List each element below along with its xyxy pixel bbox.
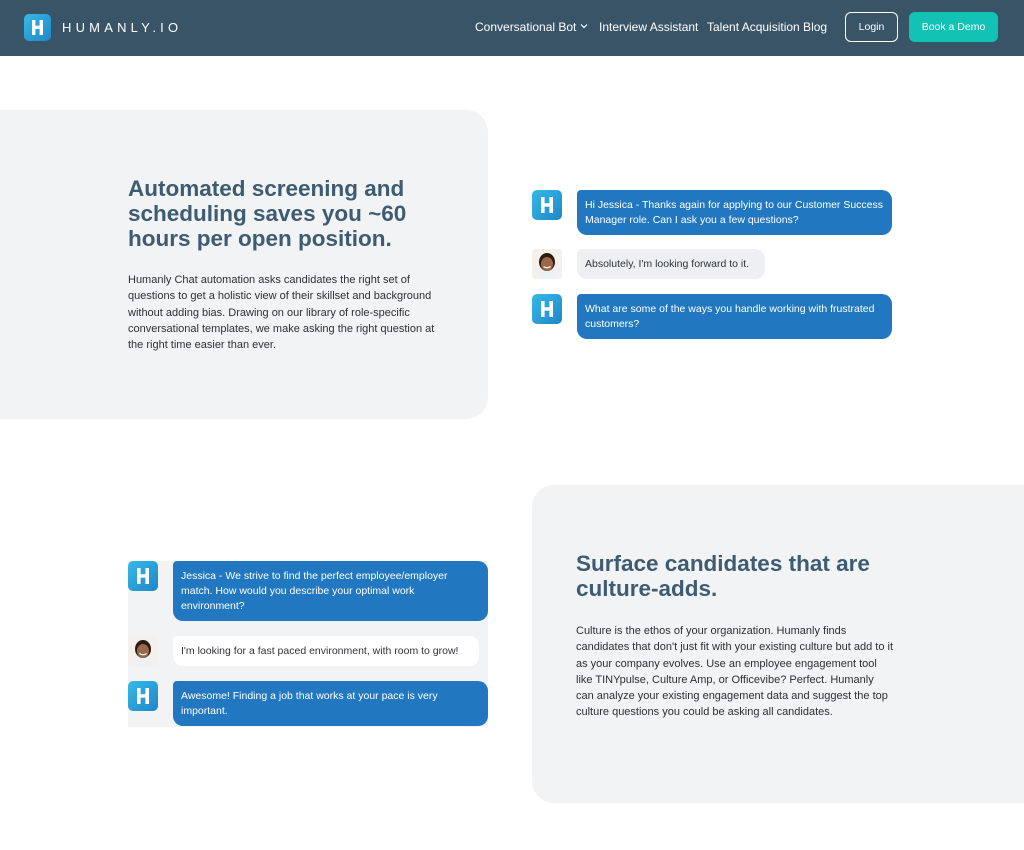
screening-section-panel xyxy=(0,110,488,419)
top-navbar xyxy=(0,0,1024,56)
screening-description: Humanly Chat automation asks candidates the right set of questions to get a holistic view of their skillset and background without adding bias. Drawing on our library of role-specific conversational templates, we make asking the right question at the right time easier than ever. xyxy=(128,274,435,352)
candidate-avatar xyxy=(128,636,158,666)
chat-bubble-bot: Jessica - We strive to find the perfect employee/employer match. How would you describe your optimal work environment? xyxy=(173,561,488,621)
bot-avatar-icon xyxy=(128,561,158,591)
bot-avatar-icon xyxy=(532,190,562,220)
chat-bubble-candidate: Absolutely, I'm looking forward to it. xyxy=(577,249,765,279)
nav-interview-assistant[interactable]: Interview Assistant xyxy=(599,20,699,34)
screening-heading: Automated screening and scheduling saves you ~60 hours per open position. xyxy=(128,176,407,251)
chevron-down-icon[interactable] xyxy=(580,22,588,30)
culture-description: Culture is the ethos of your organization. Humanly finds candidates that don't just fit with your existing culture but add to it as your company evolves. Use an employee engagement tool like TINYpulse, Culture Amp, or Officevibe? Perfect. Humanly can analyze your existing engagement data and suggest the top culture questions you could be asking all candidates. xyxy=(576,625,894,719)
nav-talent-acquisition-blog[interactable]: Talent Acquisition Blog xyxy=(707,20,828,34)
chat-bubble-bot: Hi Jessica - Thanks again for applying to our Customer Success Manager role. Can I ask you a few questions? xyxy=(577,190,892,235)
candidate-avatar xyxy=(532,249,562,279)
humanly-logo-icon[interactable] xyxy=(24,14,51,41)
book-demo-button[interactable]: Book a Demo xyxy=(909,12,998,42)
chat-bubble-bot: What are some of the ways you handle working with frustrated customers? xyxy=(577,294,892,339)
bot-avatar-icon xyxy=(532,294,562,324)
culture-heading: Surface candidates that are culture-adds. xyxy=(576,551,870,601)
brand-name[interactable]: HUMANLY.IO xyxy=(62,20,183,35)
bot-avatar-icon xyxy=(128,681,158,711)
chat-bubble-bot: Awesome! Finding a job that works at your pace is very important. xyxy=(173,681,488,726)
login-button[interactable]: Login xyxy=(845,12,898,42)
chat-bubble-candidate: I'm looking for a fast paced environment, with room to grow! xyxy=(173,636,479,666)
nav-conversational-bot[interactable]: Conversational Bot xyxy=(475,20,577,34)
